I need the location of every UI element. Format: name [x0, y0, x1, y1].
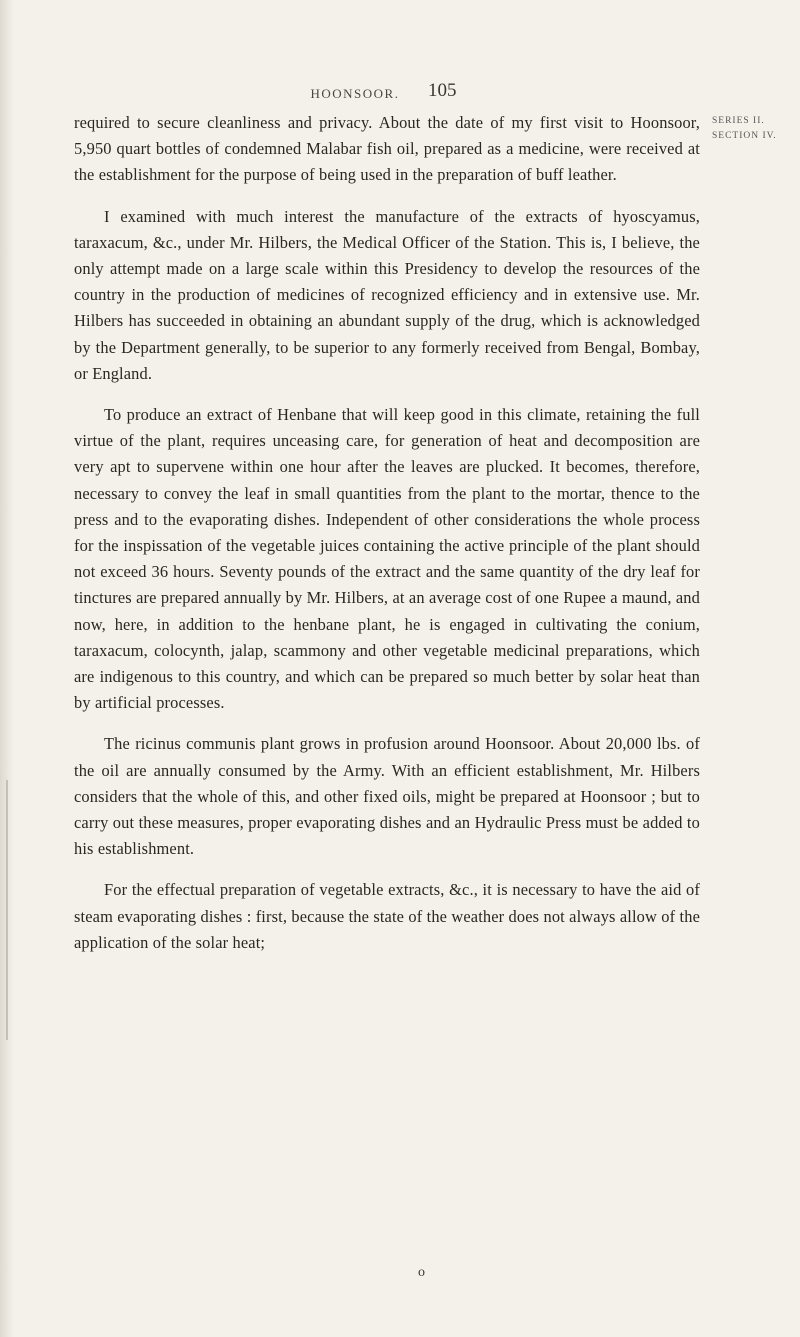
page-number: 105: [428, 80, 457, 101]
paragraph-3: To produce an extract of Henbane that will keep good in this climate, retaining the full virtue of the plant, requires unceasing care, for generation of heat and decomposition are very apt to supervene within one hour after the leaves are plucked. It becomes, therefore, necessary to convey the leaf in small quantities from the plant to the mortar, thence to the press and to the evaporating dishes. Independent of other considerations the whole process for the inspissation of the vegetable juices containing the active principle of the plant should not exceed 36 hours. Seventy pounds of the extract and the same quantity of the dry leaf for tinctures are prepared annually by Mr. Hilbers, at an average cost of one Rupee a maund, and now, here, in addition to the henbane plant, he is engaged in cultivating the conium, taraxacum, colocynth, jalap, scammony and other vegetable medicinal preparations, which are indigenous to this country, and which can be prepared so much better by solar heat than by artificial processes.: [74, 405, 700, 713]
signature-mark: o: [418, 1265, 425, 1280]
paragraph-2: I examined with much interest the manufacture of the extracts of hyoscyamus, taraxacum, &c., under Mr. Hilbers, the Medical Officer of the Station. This is, I believe, the only attempt made on a large scale within this Presidency to develop the resources of the country in the production of medicines of recognized efficiency and in extensive use. Mr. Hilbers has succeeded in obtaining an abundant supply of the drug, which is acknowledged by the Department generally, to be superior to any formerly received from Bengal, Bombay, or England.: [74, 206, 700, 383]
margin-note-section: SECTION IV.: [712, 131, 777, 141]
margin-note-series: SERIES II.: [712, 116, 765, 126]
margin-note: [712, 114, 792, 144]
paragraph-1: required to secure cleanliness and privacy. About the date of my first visit to Hoonsoor, 5,950 quart bottles of condemned Malabar fish oil, prepared as a medicine, were received at the establishment for the purpose of being used in the preparation of buff leather.: [74, 113, 700, 185]
paragraph-5: For the effectual preparation of vegetable extracts, &c., it is necessary to have the aid of steam evaporating dishes : first, because the state of the weather does not always allow of the application of the solar heat;: [74, 880, 700, 952]
running-title: HOONSOOR.: [310, 86, 400, 101]
page-edge-mark: [6, 780, 8, 1040]
paragraph-4: The ricinus communis plant grows in profusion around Hoonsoor. About 20,000 lbs. of the oil are annually consumed by the Army. With an efficient establishment, Mr. Hilbers considers that the whole of this, and other fixed oils, might be prepared at Hoonsoor ; but to carry out these measures, proper evaporating dishes and an Hydraulic Press must be added to his establishment.: [74, 734, 700, 859]
page-edge-shadow: [0, 0, 14, 1337]
body-text: [74, 110, 700, 956]
